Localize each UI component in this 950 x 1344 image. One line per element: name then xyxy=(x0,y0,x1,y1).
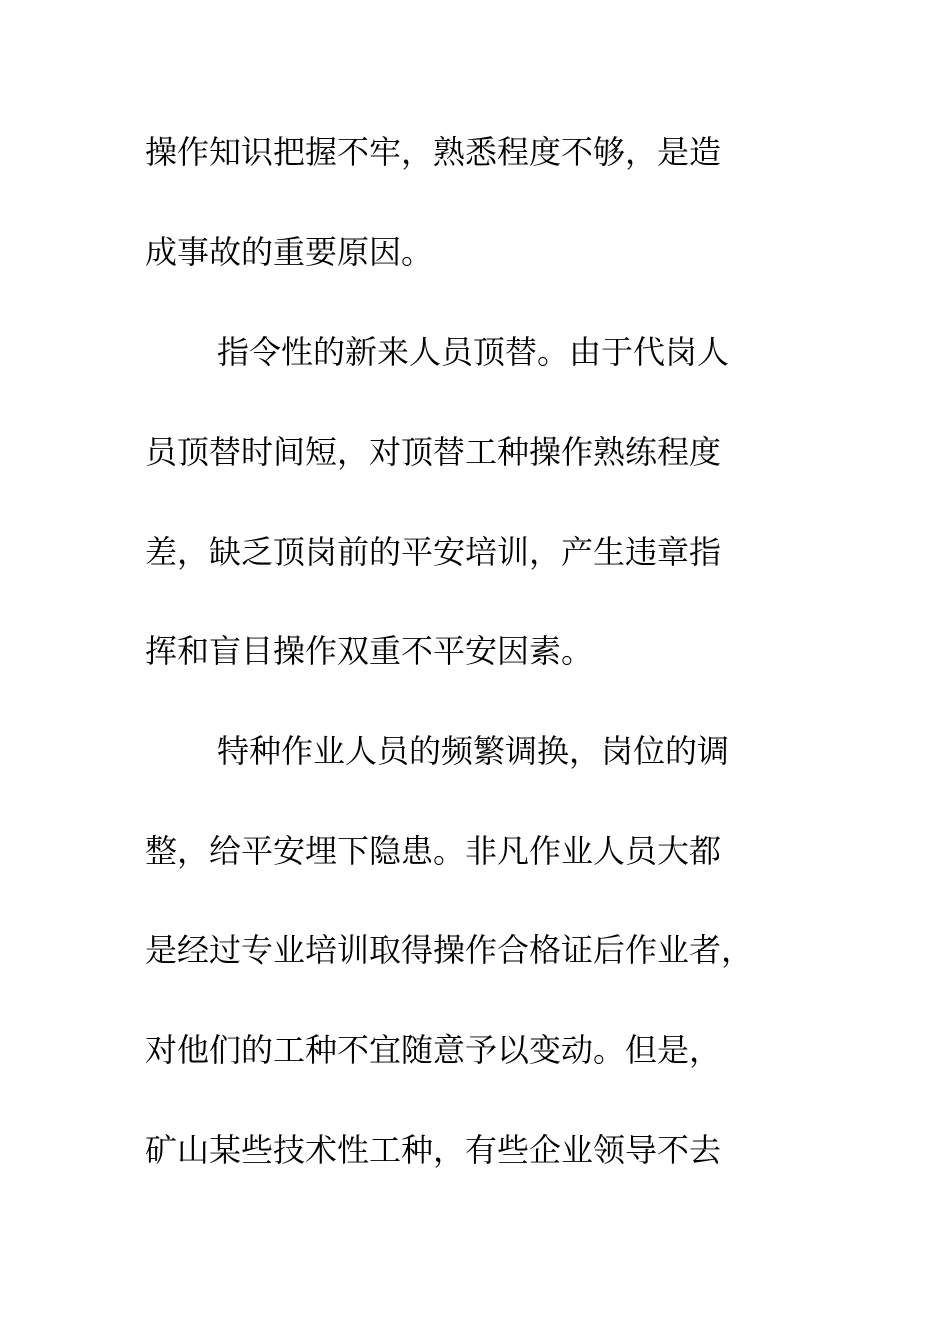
text-line: 成事故的重要原因。 xyxy=(145,233,434,271)
text-line: 员顶替时间短，对顶替工种操作熟练程度 xyxy=(145,433,722,471)
text-line: 挥和盲目操作双重不平安因素。 xyxy=(145,632,594,670)
text-line: 对他们的工种不宜随意予以变动。但是， xyxy=(145,1031,722,1069)
text-line: 差，缺乏顶岗前的平安培训，产生违章指 xyxy=(145,533,722,571)
paragraph-start-line: 特种作业人员的频繁调换，岗位的调 xyxy=(217,732,730,770)
text-line: 整，给平安埋下隐患。非凡作业人员大都 xyxy=(145,832,722,870)
text-line: 是经过专业培训取得操作合格证后作业者， xyxy=(145,931,754,969)
text-line: 操作知识把握不牢，熟悉程度不够，是造 xyxy=(145,133,722,171)
paragraph-start-line: 指令性的新来人员顶替。由于代岗人 xyxy=(217,333,730,371)
text-line: 矿山某些技术性工种，有些企业领导不去 xyxy=(145,1131,722,1169)
